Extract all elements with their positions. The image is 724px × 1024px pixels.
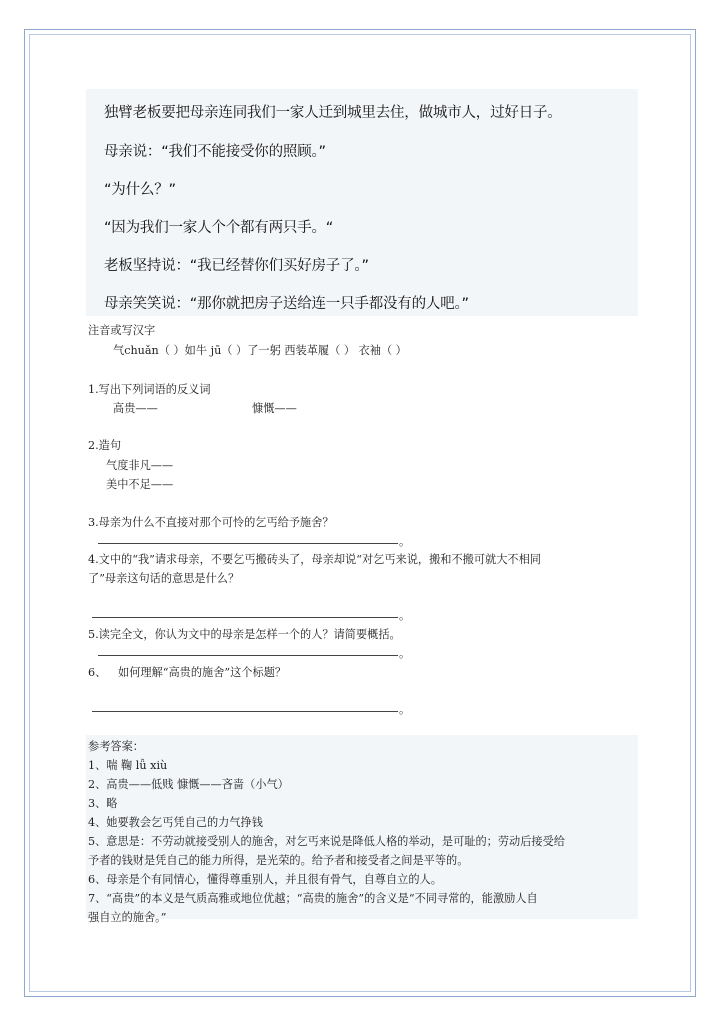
pinyin-heading: 注音或写汉字 (88, 324, 156, 337)
answer-7-line-1: 7、“高贵”的本义是气质高雅或地位优越；“高贵的施舍”的含义是“不同寻常的，能激励人自 (88, 892, 538, 905)
question-6-answer-line (92, 711, 398, 712)
question-4-answer-line (92, 617, 398, 618)
pinyin-items: 气chuǎn（ ）如牛 jū（ ）了一躬 西装革履（ ） 衣袖（ ） (113, 344, 407, 357)
answers-heading: 参考答案： (88, 740, 144, 753)
question-2-item-2: 美中不足—— (106, 478, 174, 491)
story-passage-background (86, 89, 638, 316)
question-5-answer-line (98, 655, 398, 656)
question-6-end: 。 (399, 703, 411, 716)
answer-1: 1、喘 鞠 lǚ xiù (88, 759, 168, 772)
answer-2: 2、高贵——低贱 慷慨——吝啬（小气） (88, 778, 289, 791)
question-3-end: 。 (399, 535, 411, 548)
question-2-title: 2.造句 (88, 439, 122, 452)
answer-7-line-2: 强自立的施舍。” (88, 911, 167, 924)
question-4-line-1: 4.文中的“我”请求母亲，不要乞丐搬砖头了，母亲却说“对乞丐来说，搬和不搬可就大不相同 (88, 553, 541, 566)
question-6-title: 如何理解“高贵的施舍”这个标题？ (118, 666, 287, 679)
story-line-6: 母亲笑笑说：“那你就把房子送给连一只手都没有的人吧。” (104, 296, 469, 312)
story-line-2: 母亲说：“我们不能接受你的照顾。” (104, 144, 326, 160)
story-line-4: “因为我们一家人个个都有两只手。“ (104, 220, 334, 236)
story-line-3: “为什么？” (104, 182, 176, 198)
answer-4: 4、她要教会乞丐凭自己的力气挣钱 (88, 816, 263, 829)
question-1-title: 1.写出下列词语的反义词 (88, 383, 211, 396)
answer-6: 6、母亲是个有同情心，懂得尊重别人，并且很有骨气，自尊自立的人。 (88, 873, 442, 886)
answer-3: 3、略 (88, 797, 118, 810)
question-4-end: 。 (399, 609, 411, 622)
question-3-answer-line (98, 543, 398, 544)
story-line-1: 独臂老板要把母亲连同我们一家人迁到城里去住，做城市人，过好日子。 (104, 105, 562, 121)
story-line-5: 老板坚持说：“我已经替你们买好房子了。” (104, 258, 369, 274)
question-1-word-1: 高贵—— (113, 402, 158, 415)
question-6-number: 6、 (88, 666, 107, 679)
question-5-title: 5.读完全文，你认为文中的母亲是怎样一个的人？请简要概括。 (88, 628, 401, 641)
answer-5-line-1: 5、意思是：不劳动就接受别人的施舍，对乞丐来说是降低人格的举动，是可耻的；劳动后接受给 (88, 835, 565, 848)
question-2-item-1: 气度非凡—— (106, 459, 174, 472)
question-1-word-2: 慷慨—— (252, 402, 297, 415)
question-4-line-2: 了”母亲这句话的意思是什么？ (88, 572, 240, 585)
answer-5-line-2: 予者的钱财是凭自己的能力所得，是光荣的。给予者和接受者之间是平等的。 (88, 854, 469, 867)
question-5-end: 。 (399, 647, 411, 660)
question-3-title: 3.母亲为什么不直接对那个可怜的乞丐给予施舍？ (88, 516, 334, 529)
